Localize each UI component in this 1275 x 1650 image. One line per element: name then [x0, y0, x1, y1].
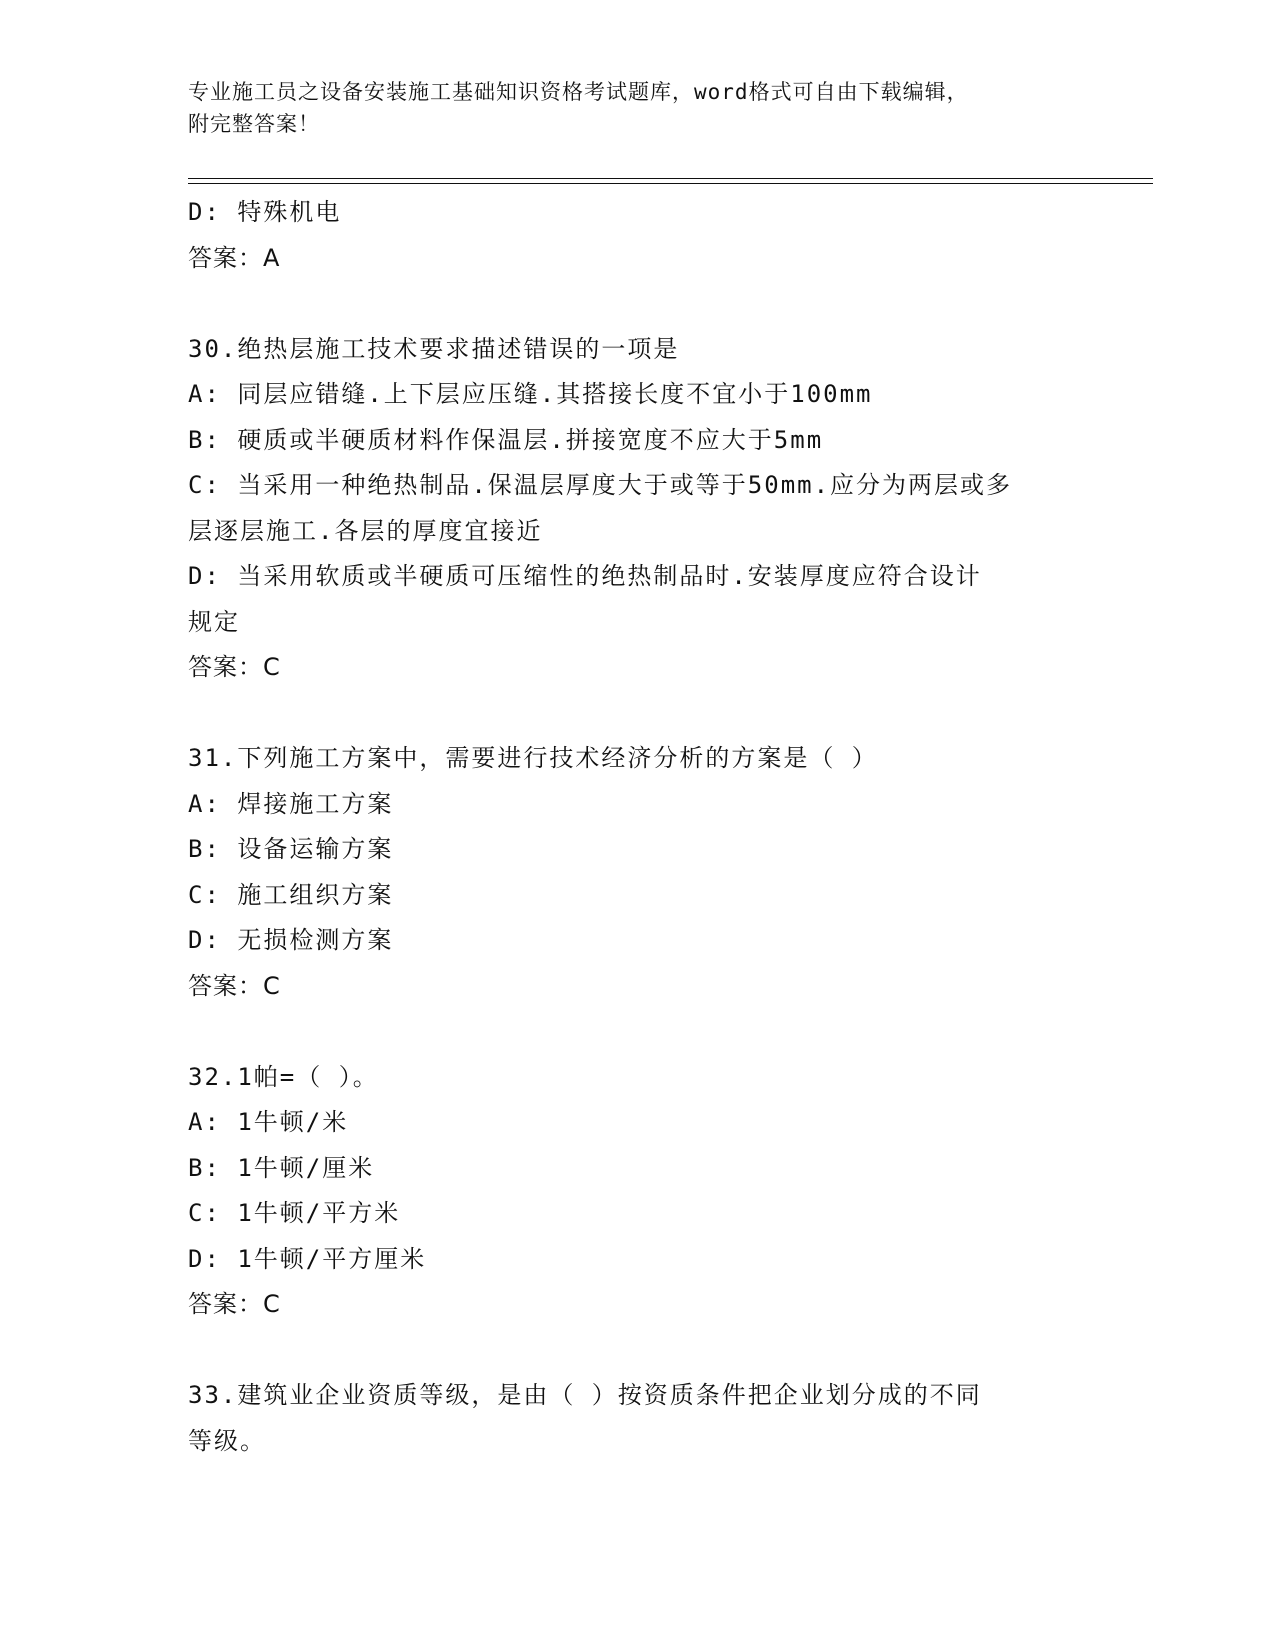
question-stem: 30.绝热层施工技术要求描述错误的一项是 [188, 334, 680, 363]
option-a: A: 1牛顿/米 [188, 1108, 349, 1136]
option-a: A: 焊接施工方案 [188, 789, 394, 818]
question-33 [188, 1373, 1088, 1464]
option-b: B: 设备运输方案 [188, 835, 394, 863]
option-d: D: 1牛顿/平方厘米 [188, 1244, 427, 1273]
question-32 [188, 1055, 1088, 1328]
option-d: D: 特殊机电 [188, 198, 342, 226]
option-a: A: 同层应错缝.上下层应压缝.其搭接长度不宜小于100mm [188, 380, 873, 408]
option-d: D: 无损检测方案 [188, 926, 394, 954]
header-line-2: 附完整答案！ [188, 112, 320, 136]
option-c: C: 施工组织方案 [188, 880, 394, 909]
option-b: B: 硬质或半硬质材料作保温层.拼接宽度不应大于5mm [188, 425, 824, 454]
question-stem: 32.1帕=（ ）。 [188, 1062, 379, 1091]
question-30 [188, 327, 1088, 691]
header-line-1: 专业施工员之设备安装施工基础知识资格考试题库，word格式可自由下载编辑， [188, 80, 969, 104]
option-b: B: 1牛顿/厘米 [188, 1153, 375, 1182]
document-header [188, 76, 1088, 140]
question-stem: 31.下列施工方案中，需要进行技术经济分析的方案是（ ） [188, 744, 878, 772]
question-31 [188, 736, 1088, 1009]
answer: 答案：C [188, 653, 281, 681]
option-c: C: 1牛顿/平方米 [188, 1199, 401, 1227]
question-content [188, 190, 1088, 1464]
option-d: D: 当采用软质或半硬质可压缩性的绝热制品时.安装厚度应符合设计 [188, 562, 982, 590]
answer: 答案：A [188, 243, 281, 272]
option-c: C: 当采用一种绝热制品.保温层厚度大于或等于50mm.应分为两层或多 [188, 471, 1013, 499]
option-d-continued: 规定 [188, 607, 240, 636]
header-rule-top [188, 178, 1153, 179]
previous-question-tail [188, 190, 1088, 281]
question-stem-continued: 等级。 [188, 1426, 266, 1455]
header-rule-bottom [188, 183, 1153, 184]
question-stem: 33.建筑业企业资质等级，是由（ ）按资质条件把企业划分成的不同 [188, 1381, 982, 1409]
option-c-continued: 层逐层施工.各层的厚度宜接近 [188, 516, 543, 545]
answer: 答案：C [188, 1290, 281, 1318]
answer: 答案：C [188, 971, 281, 1000]
